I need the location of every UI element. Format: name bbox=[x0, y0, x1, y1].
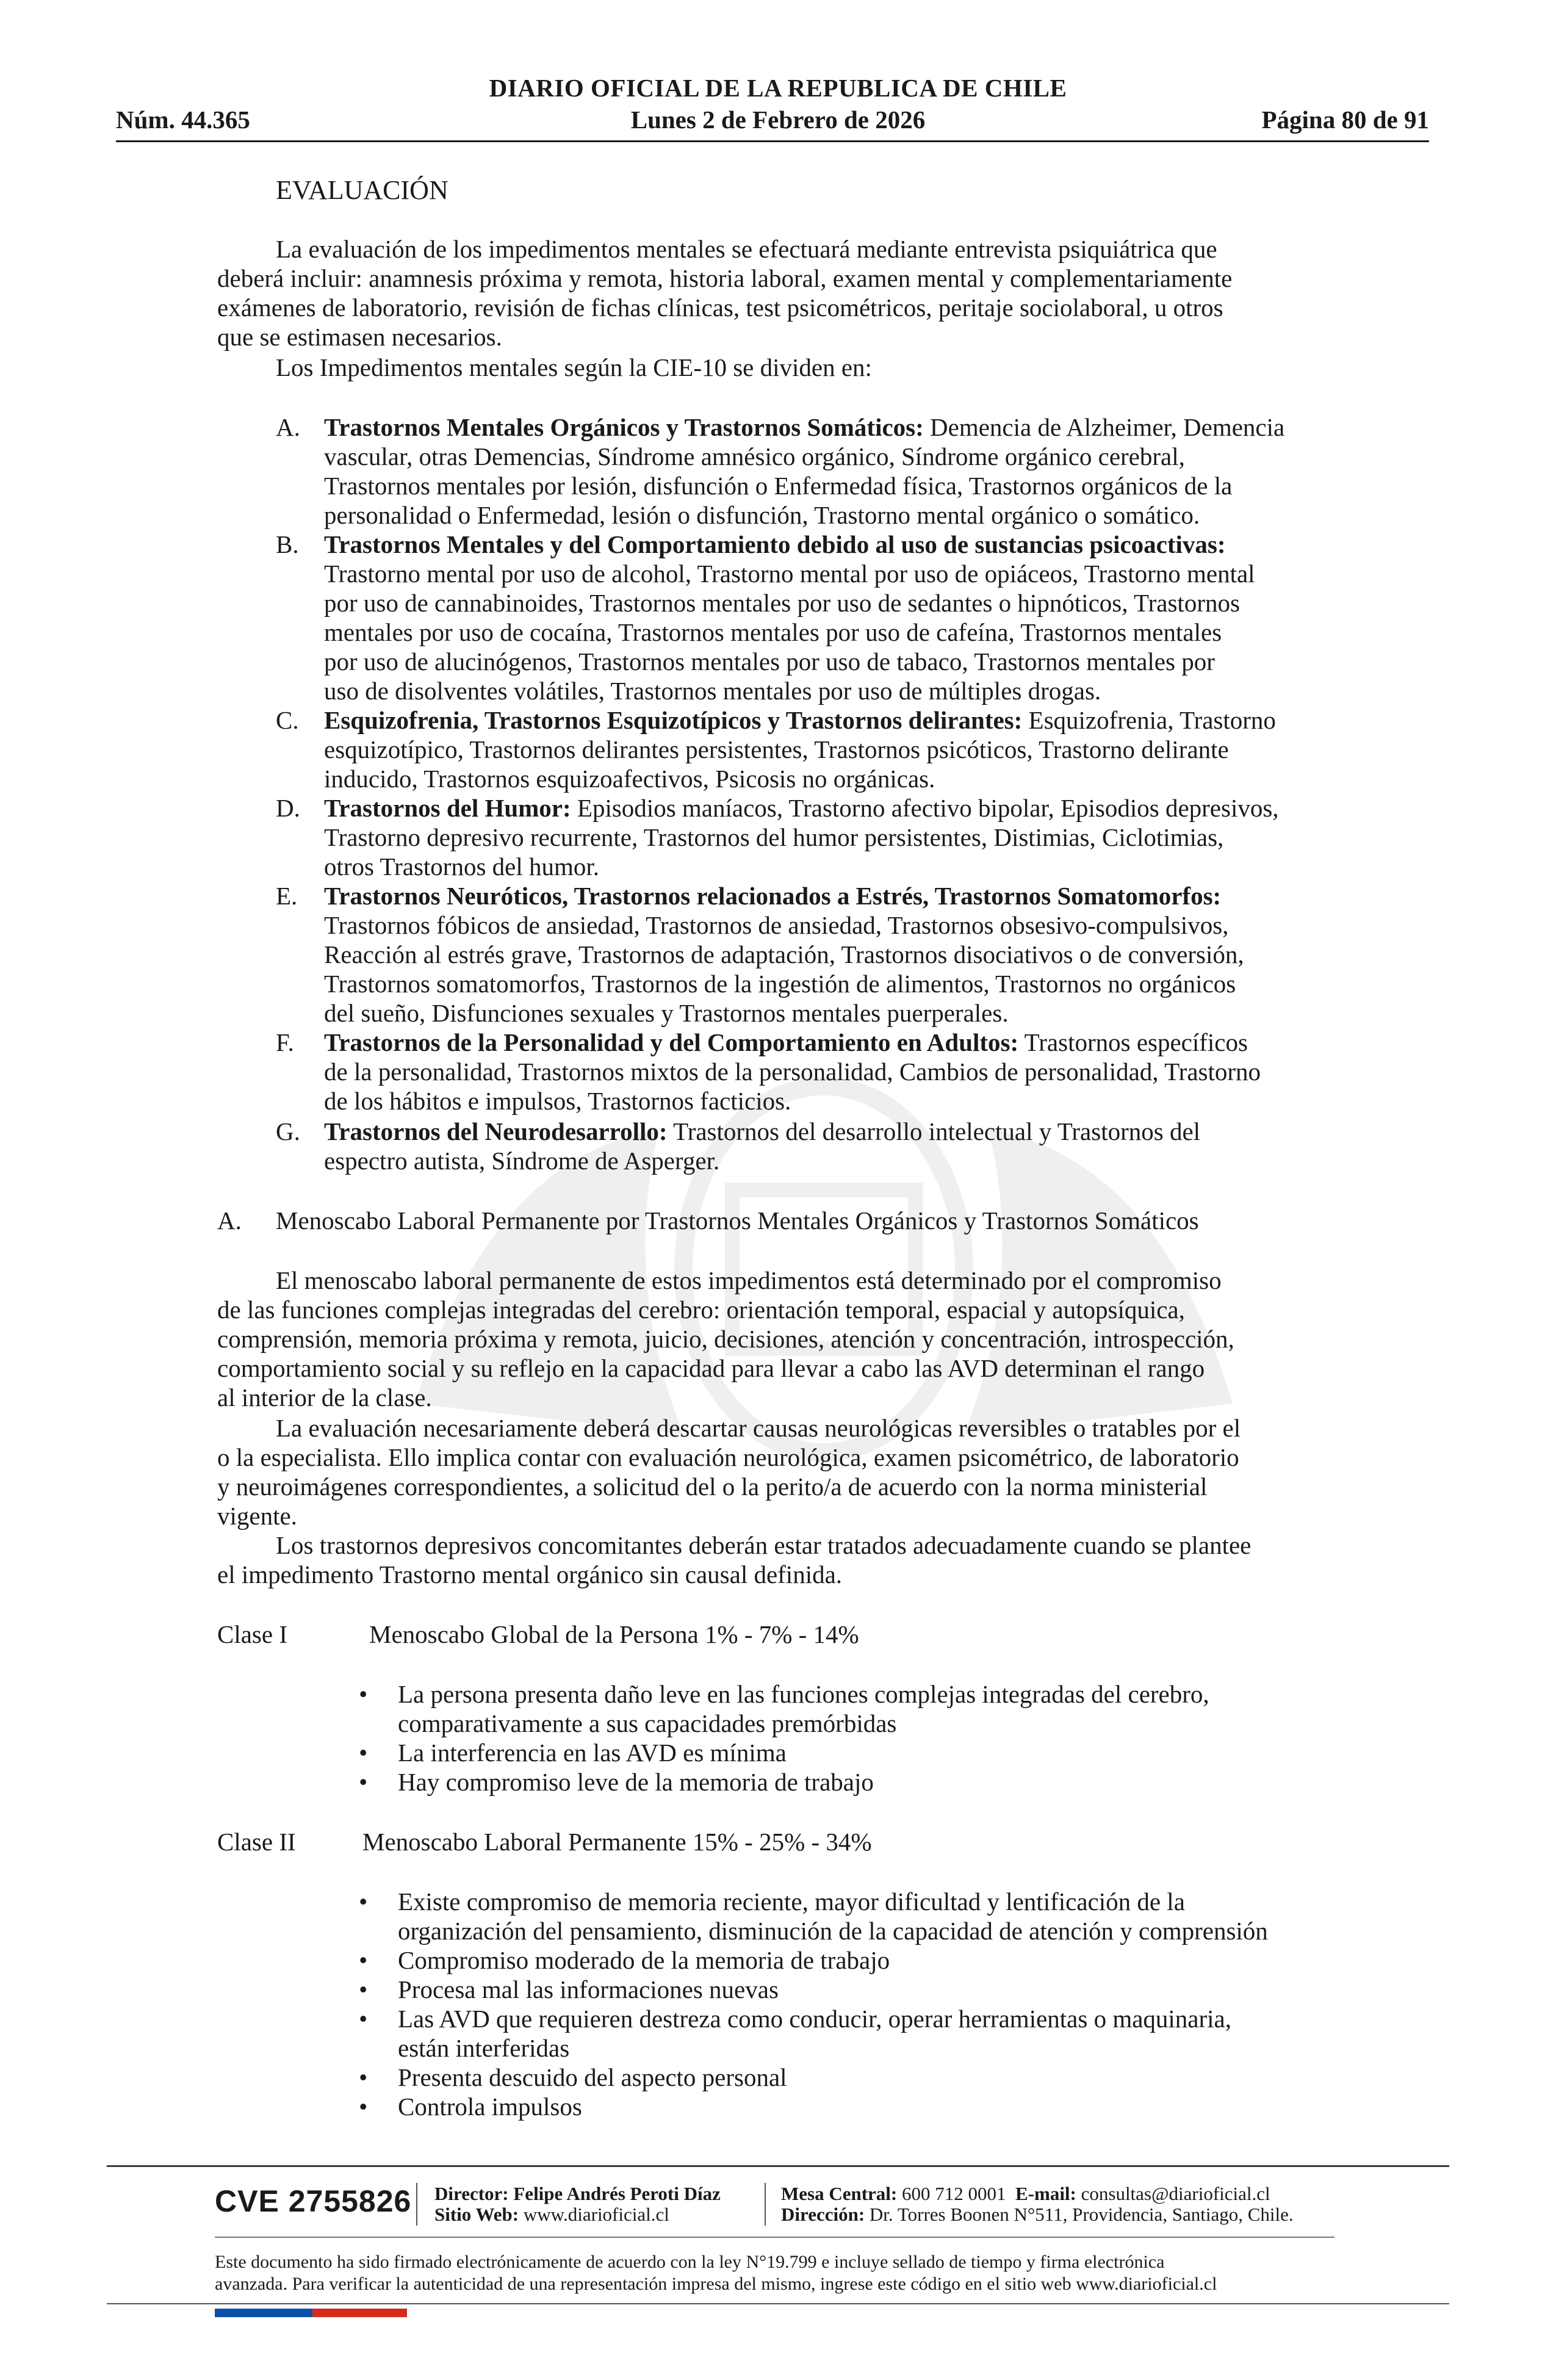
subsection-title: Menoscabo Laboral Permanente por Trastornos Mentales Orgánicos y Trastornos Somáticos bbox=[276, 1206, 1199, 1235]
bullet-icon: • bbox=[359, 2005, 368, 2033]
list-letter: A. bbox=[276, 413, 300, 441]
class-heading: Menoscabo Global de la Persona 1% - 7% - 14% bbox=[369, 1620, 859, 1648]
paragraph-line: y neuroimágenes correspondientes, a solicitud del o la perito/a de acuerdo con la norma ministerial bbox=[217, 1473, 1208, 1501]
bullet-icon: • bbox=[359, 2063, 368, 2091]
bullet-icon: • bbox=[359, 1768, 368, 1796]
bullet-icon: • bbox=[359, 1975, 368, 2003]
list-item-line: de la personalidad, Trastornos mixtos de la personalidad, Cambios de personalidad, Trastorno bbox=[324, 1058, 1261, 1086]
list-item-title: Trastornos Mentales y del Comportamiento debido al uso de sustancias psicoactivas: bbox=[324, 530, 1226, 558]
director-name: Felipe Andrés Peroti Díaz bbox=[513, 2183, 721, 2204]
flag-stripe-red bbox=[312, 2309, 407, 2317]
list-item-line: espectro autista, Síndrome de Asperger. bbox=[324, 1147, 720, 1175]
list-item-line: por uso de alucinógenos, Trastornos mentales por uso de tabaco, Trastornos mentales por bbox=[324, 647, 1215, 676]
subsection-letter: A. bbox=[217, 1206, 242, 1235]
address-label: Dirección: bbox=[781, 2204, 865, 2225]
list-item-line: del sueño, Disfunciones sexuales y Trastornos mentales puerperales. bbox=[324, 999, 1009, 1027]
list-item-line: Trastornos somatomorfos, Trastornos de la ingestión de alimentos, Trastornos no orgánicos bbox=[324, 970, 1236, 998]
footer-divider bbox=[215, 2237, 1334, 2238]
list-item-title: Esquizofrenia, Trastornos Esquizotípicos y Trastornos delirantes: bbox=[324, 706, 1023, 734]
list-letter: G. bbox=[276, 1117, 300, 1145]
bullet-icon: • bbox=[359, 1739, 368, 1767]
phone-value: 600 712 0001 bbox=[902, 2183, 1006, 2204]
list-item bbox=[324, 413, 1284, 442]
list-item-line: Trastorno mental por uso de alcohol, Trastorno mental por uso de opiáceos, Trastorno mental bbox=[324, 560, 1255, 588]
list-letter: D. bbox=[276, 794, 300, 822]
list-item-line: por uso de cannabinoides, Trastornos mentales por uso de sedantes o hipnóticos, Trastornos bbox=[324, 589, 1240, 617]
paragraph-line: el impedimento Trastorno mental orgánico sin causal definida. bbox=[217, 1560, 843, 1588]
list-item-line: esquizotípico, Trastornos delirantes persistentes, Trastornos psicóticos, Trastorno delirante bbox=[324, 735, 1229, 763]
list-item-text: Trastornos del desarrollo intelectual y Trastornos del bbox=[667, 1117, 1201, 1145]
list-item-line: inducido, Trastornos esquizoafectivos, Psicosis no orgánicas. bbox=[324, 765, 935, 793]
cve-code: CVE 2755826 bbox=[215, 2184, 412, 2218]
flag-stripe-blue bbox=[215, 2309, 312, 2317]
footer-address bbox=[781, 2204, 1294, 2225]
bullet-text: comparativamente a sus capacidades premórbidas bbox=[398, 1709, 897, 1737]
paragraph-line: al interior de la clase. bbox=[217, 1383, 432, 1412]
bullet-text: están interferidas bbox=[398, 2034, 570, 2062]
list-item-text: Episodios maníacos, Trastorno afectivo bipolar, Episodios depresivos, bbox=[571, 794, 1279, 822]
list-item-title: Trastornos del Humor: bbox=[324, 794, 571, 822]
footer-divider bbox=[107, 2165, 1449, 2167]
list-item-line: Trastornos fóbicos de ansiedad, Trastornos de ansiedad, Trastornos obsesivo-compulsivos, bbox=[324, 911, 1229, 939]
list-letter: E. bbox=[276, 882, 298, 910]
list-item-line: uso de disolventes volátiles, Trastornos mentales por uso de múltiples drogas. bbox=[324, 677, 1101, 705]
bullet-text: Compromiso moderado de la memoria de trabajo bbox=[398, 1946, 890, 1974]
footer-website bbox=[434, 2204, 669, 2225]
list-item-line: de los hábitos e impulsos, Trastornos facticios. bbox=[324, 1087, 791, 1115]
paragraph-line: La evaluación necesariamente deberá descartar causas neurológicas reversibles o tratables por el bbox=[276, 1414, 1241, 1442]
paragraph-line: que se estimasen necesarios. bbox=[217, 323, 502, 351]
paragraph-line: comportamiento social y su reflejo en la capacidad para llevar a cabo las AVD determinan el rango bbox=[217, 1354, 1205, 1382]
list-item-text: Trastornos específicos bbox=[1018, 1028, 1248, 1056]
bullet-text: La interferencia en las AVD es mínima bbox=[398, 1739, 787, 1767]
class-label: Clase II bbox=[217, 1828, 296, 1856]
list-item bbox=[324, 705, 1276, 735]
list-item-title: Trastornos Mentales Orgánicos y Trastornos Somáticos: bbox=[324, 413, 924, 441]
list-item bbox=[324, 530, 1226, 559]
list-item-title: Trastornos de la Personalidad y del Comportamiento en Adultos: bbox=[324, 1028, 1019, 1056]
list-item-line: Trastorno depresivo recurrente, Trastornos del humor persistentes, Distimias, Ciclotimias, bbox=[324, 823, 1224, 851]
page-number: Página 80 de 91 bbox=[1261, 106, 1429, 134]
paragraph-line: o la especialista. Ello implica contar con evaluación neurológica, examen psicométrico, de laboratorio bbox=[217, 1443, 1239, 1471]
list-item-line: otros Trastornos del humor. bbox=[324, 853, 600, 881]
list-letter: B. bbox=[276, 530, 299, 558]
newspaper-title: DIARIO OFICIAL DE LA REPUBLICA DE CHILE bbox=[489, 74, 1067, 102]
paragraph-line: La evaluación de los impedimentos mentales se efectuará mediante entrevista psiquiátrica que bbox=[276, 235, 1217, 263]
address-value: Dr. Torres Boonen N°511, Providencia, Santiago, Chile. bbox=[869, 2204, 1294, 2225]
list-letter: C. bbox=[276, 706, 299, 734]
bullet-icon: • bbox=[359, 1946, 368, 1974]
list-item-title: Trastornos Neuróticos, Trastornos relacionados a Estrés, Trastornos Somatomorfos: bbox=[324, 882, 1222, 910]
email-link[interactable]: consultas@diarioficial.cl bbox=[1081, 2183, 1270, 2204]
bullet-text: La persona presenta daño leve en las funciones complejas integradas del cerebro, bbox=[398, 1680, 1209, 1708]
class-label: Clase I bbox=[217, 1620, 287, 1648]
list-item-text: Demencia de Alzheimer, Demencia bbox=[923, 413, 1285, 441]
list-item-line: mentales por uso de cocaína, Trastornos mentales por uso de cafeína, Trastornos mentales bbox=[324, 618, 1222, 646]
list-item-line: vascular, otras Demencias, Síndrome amnésico orgánico, Síndrome orgánico cerebral, bbox=[324, 442, 1185, 471]
list-item-title: Trastornos del Neurodesarrollo: bbox=[324, 1117, 668, 1145]
bullet-text: Controla impulsos bbox=[398, 2093, 582, 2121]
list-item-line: Reacción al estrés grave, Trastornos de adaptación, Trastornos disociativos o de conversión, bbox=[324, 940, 1244, 968]
section-title: EVALUACIÓN bbox=[276, 175, 448, 205]
paragraph-line: Los trastornos depresivos concomitantes deberán estar tratados adecuadamente cuando se plantee bbox=[276, 1531, 1252, 1559]
legal-notice: avanzada. Para verificar la autenticidad de una representación impresa del mismo, ingrese este código en el sitio web www.diarioficial.cl bbox=[215, 2274, 1217, 2294]
list-letter: F. bbox=[276, 1028, 294, 1056]
issue-number: Núm. 44.365 bbox=[116, 106, 250, 134]
issue-date: Lunes 2 de Febrero de 2026 bbox=[630, 106, 926, 134]
footer-contact bbox=[781, 2183, 1270, 2204]
bullet-text: Hay compromiso leve de la memoria de trabajo bbox=[398, 1768, 874, 1796]
email-label: E-mail: bbox=[1015, 2183, 1076, 2204]
paragraph-line: de las funciones complejas integradas del cerebro: orientación temporal, espacial y autopsíquica, bbox=[217, 1296, 1185, 1324]
list-item bbox=[324, 881, 1221, 911]
list-item-text: Esquizofrenia, Trastorno bbox=[1022, 706, 1276, 734]
paragraph-line: comprensión, memoria próxima y remota, juicio, decisiones, atención y concentración, introspección, bbox=[217, 1325, 1234, 1353]
phone-label: Mesa Central: bbox=[781, 2183, 898, 2204]
director-label: Director: bbox=[434, 2183, 509, 2204]
website-link[interactable]: www.diarioficial.cl bbox=[523, 2204, 669, 2225]
paragraph-line: El menoscabo laboral permanente de estos impedimentos está determinado por el compromiso bbox=[276, 1266, 1222, 1294]
paragraph-line: exámenes de laboratorio, revisión de fichas clínicas, test psicométricos, peritaje sociolaboral, u otros bbox=[217, 294, 1223, 322]
paragraph-line: vigente. bbox=[217, 1502, 297, 1530]
bullet-icon: • bbox=[359, 1888, 368, 1916]
bullet-icon: • bbox=[359, 1680, 368, 1708]
footer-separator bbox=[765, 2183, 766, 2226]
list-item bbox=[324, 1028, 1248, 1057]
header-divider bbox=[116, 140, 1429, 142]
bullet-text: Las AVD que requieren destreza como conducir, operar herramientas o maquinaria, bbox=[398, 2005, 1231, 2033]
footer-divider bbox=[107, 2303, 1449, 2304]
bullet-text: organización del pensamiento, disminución de la capacidad de atención y comprensión bbox=[398, 1917, 1268, 1945]
paragraph-line: deberá incluir: anamnesis próxima y remota, historia laboral, examen mental y complementariamente bbox=[217, 264, 1233, 292]
web-label: Sitio Web: bbox=[434, 2204, 519, 2225]
bullet-text: Existe compromiso de memoria reciente, mayor dificultad y lentificación de la bbox=[398, 1888, 1185, 1916]
class-heading: Menoscabo Laboral Permanente 15% - 25% - 34% bbox=[362, 1828, 872, 1856]
list-item-line: Trastornos mentales por lesión, disfunción o Enfermedad física, Trastornos orgánicos de la bbox=[324, 472, 1233, 500]
list-item-line: personalidad o Enfermedad, lesión o disfunción, Trastorno mental orgánico o somático. bbox=[324, 501, 1200, 529]
bullet-text: Procesa mal las informaciones nuevas bbox=[398, 1975, 779, 2003]
footer-separator bbox=[416, 2183, 417, 2226]
legal-notice: Este documento ha sido firmado electrónicamente de acuerdo con la ley N°19.799 e incluye sellado de tiempo y firma electrónica bbox=[215, 2252, 1165, 2272]
list-item bbox=[324, 793, 1279, 823]
paragraph-line: Los Impedimentos mentales según la CIE-10 se dividen en: bbox=[276, 353, 872, 381]
list-item bbox=[324, 1117, 1200, 1146]
bullet-icon: • bbox=[359, 2093, 368, 2121]
bullet-text: Presenta descuido del aspecto personal bbox=[398, 2063, 787, 2091]
footer-director bbox=[434, 2183, 721, 2204]
